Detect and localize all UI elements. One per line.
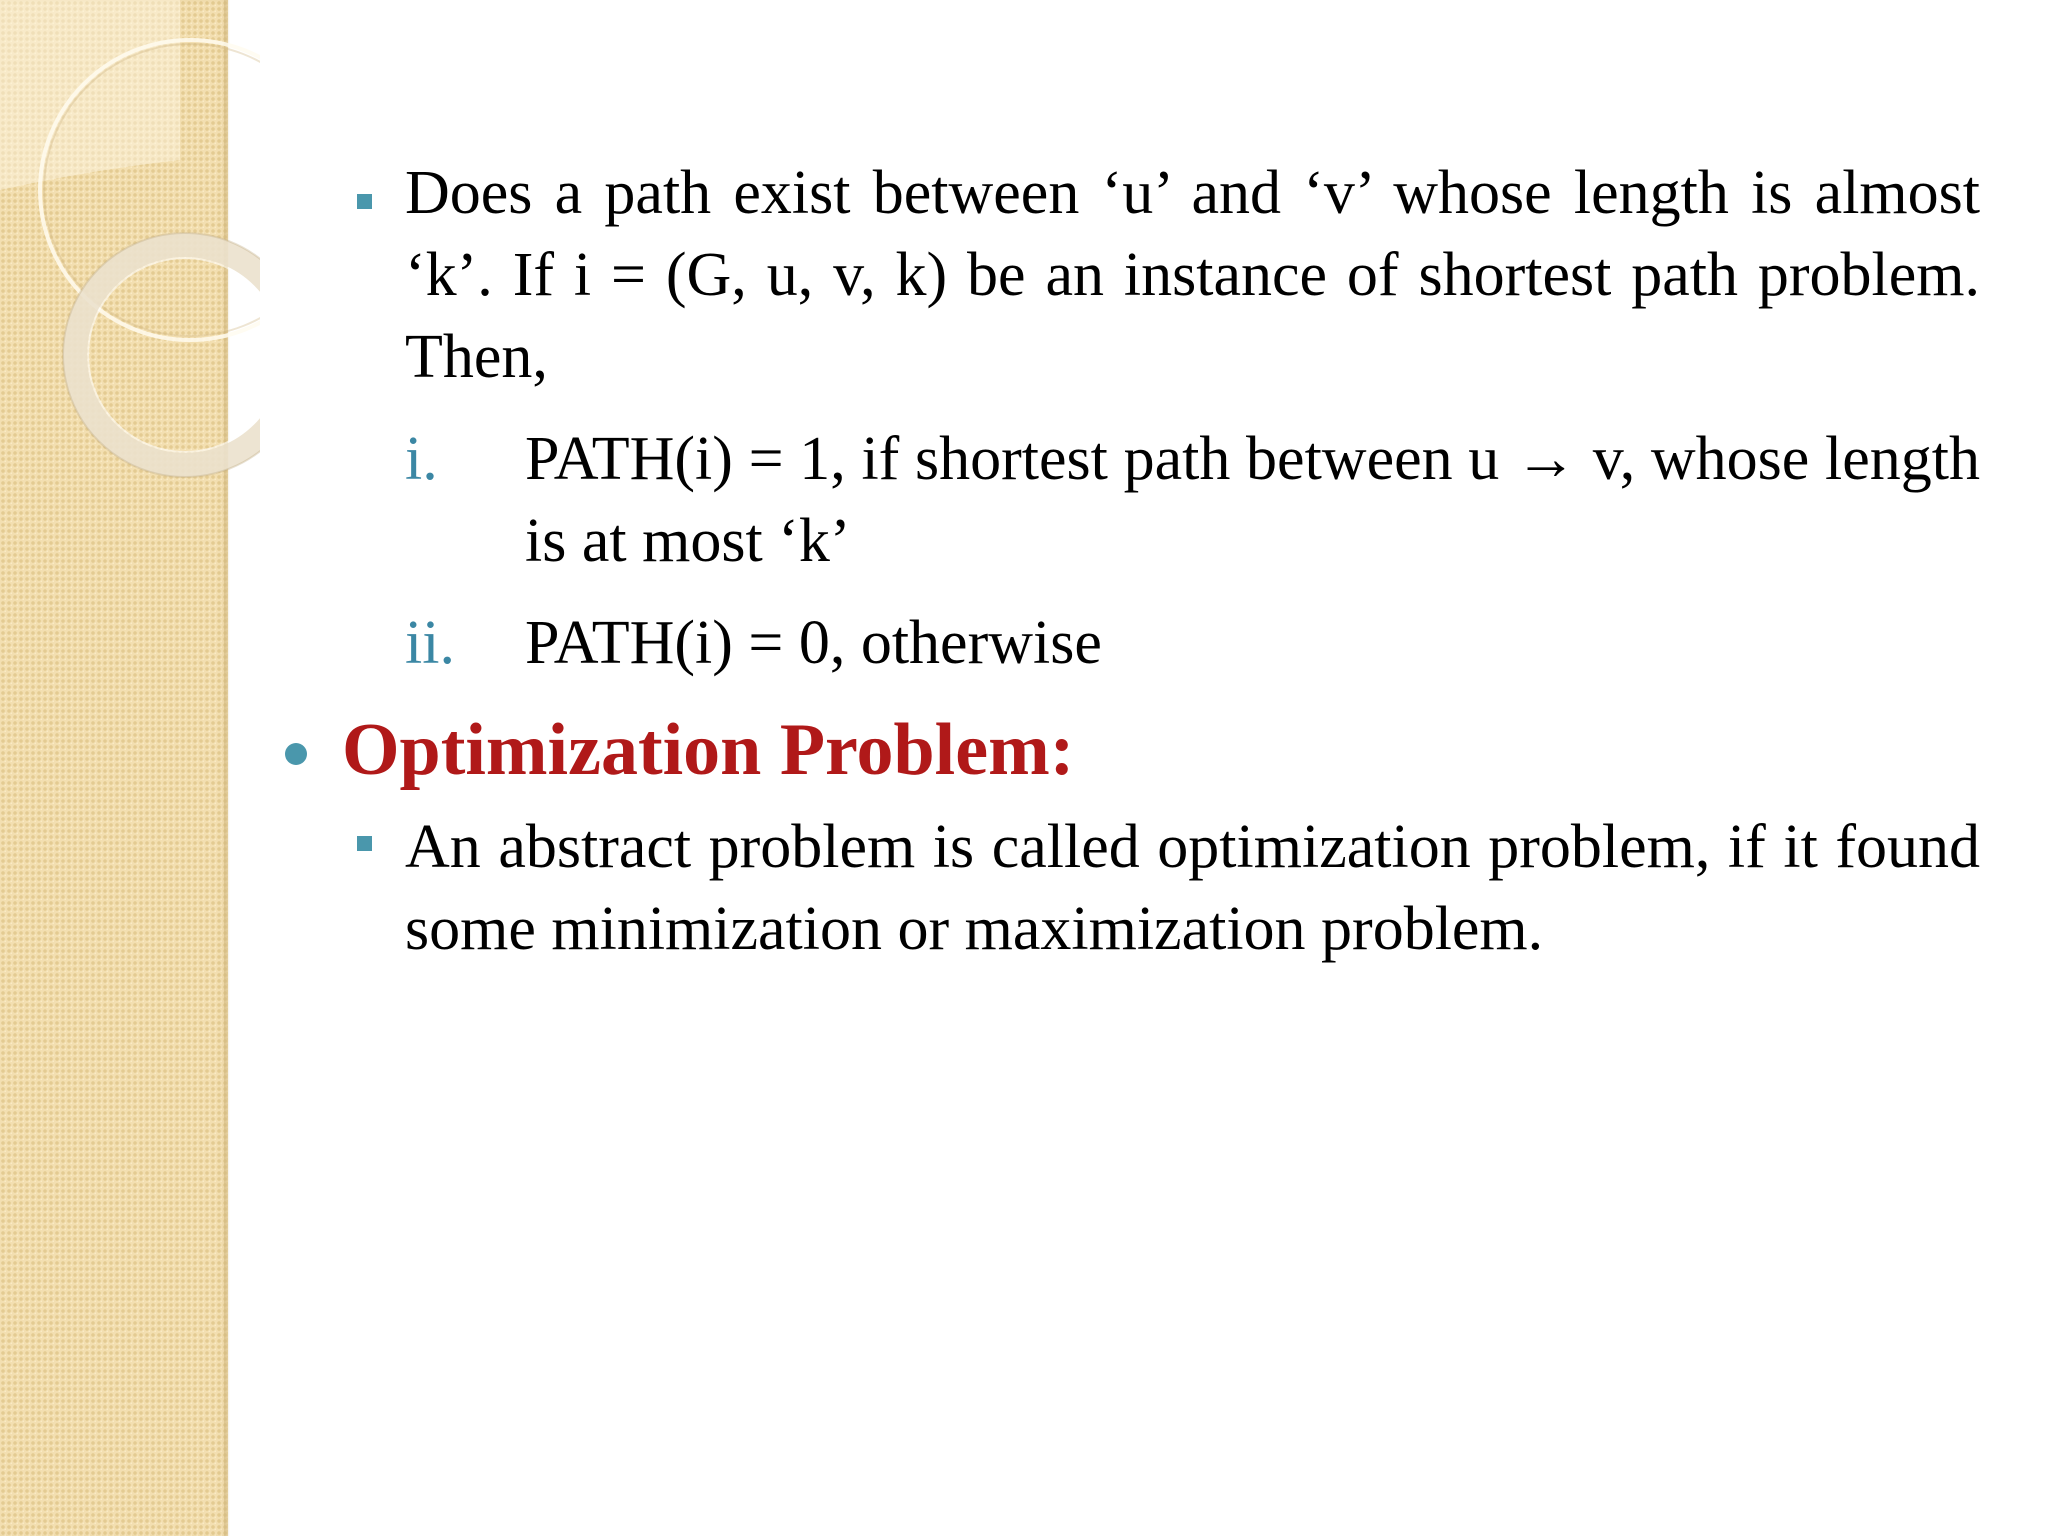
optimization-problem-heading: Optimization Problem: bbox=[342, 709, 1075, 791]
numbered-item-2-text: PATH(i) = 0, otherwise bbox=[525, 609, 1102, 677]
numeral-ii: ii. bbox=[405, 609, 455, 677]
square-bullet-icon bbox=[357, 194, 372, 209]
numbered-item-2 bbox=[270, 602, 1980, 684]
numbered-item-1-text: PATH(i) = 1, if shortest path between u → v, whose length is at most ‘k’ bbox=[525, 425, 1980, 575]
bullet-item-optimization-definition bbox=[270, 806, 1980, 970]
optimization-definition-text: An abstract problem is called optimization problem, if it found some minimization or maximization problem. bbox=[405, 813, 1980, 963]
square-bullet-icon bbox=[357, 836, 372, 851]
numeral-i: i. bbox=[405, 425, 438, 493]
numbered-item-1 bbox=[270, 418, 1980, 582]
heading-row bbox=[270, 702, 1980, 798]
bullet-item-path-question bbox=[270, 152, 1980, 398]
path-question-text: Does a path exist between ‘u’ and ‘v’ whose length is almost ‘k’. If i = (G, u, v, k) be an instance of shortest path problem. Then, bbox=[405, 159, 1980, 391]
slide-content bbox=[270, 140, 1980, 970]
decorative-rings-graphic bbox=[0, 0, 260, 520]
round-bullet-icon bbox=[285, 743, 307, 765]
